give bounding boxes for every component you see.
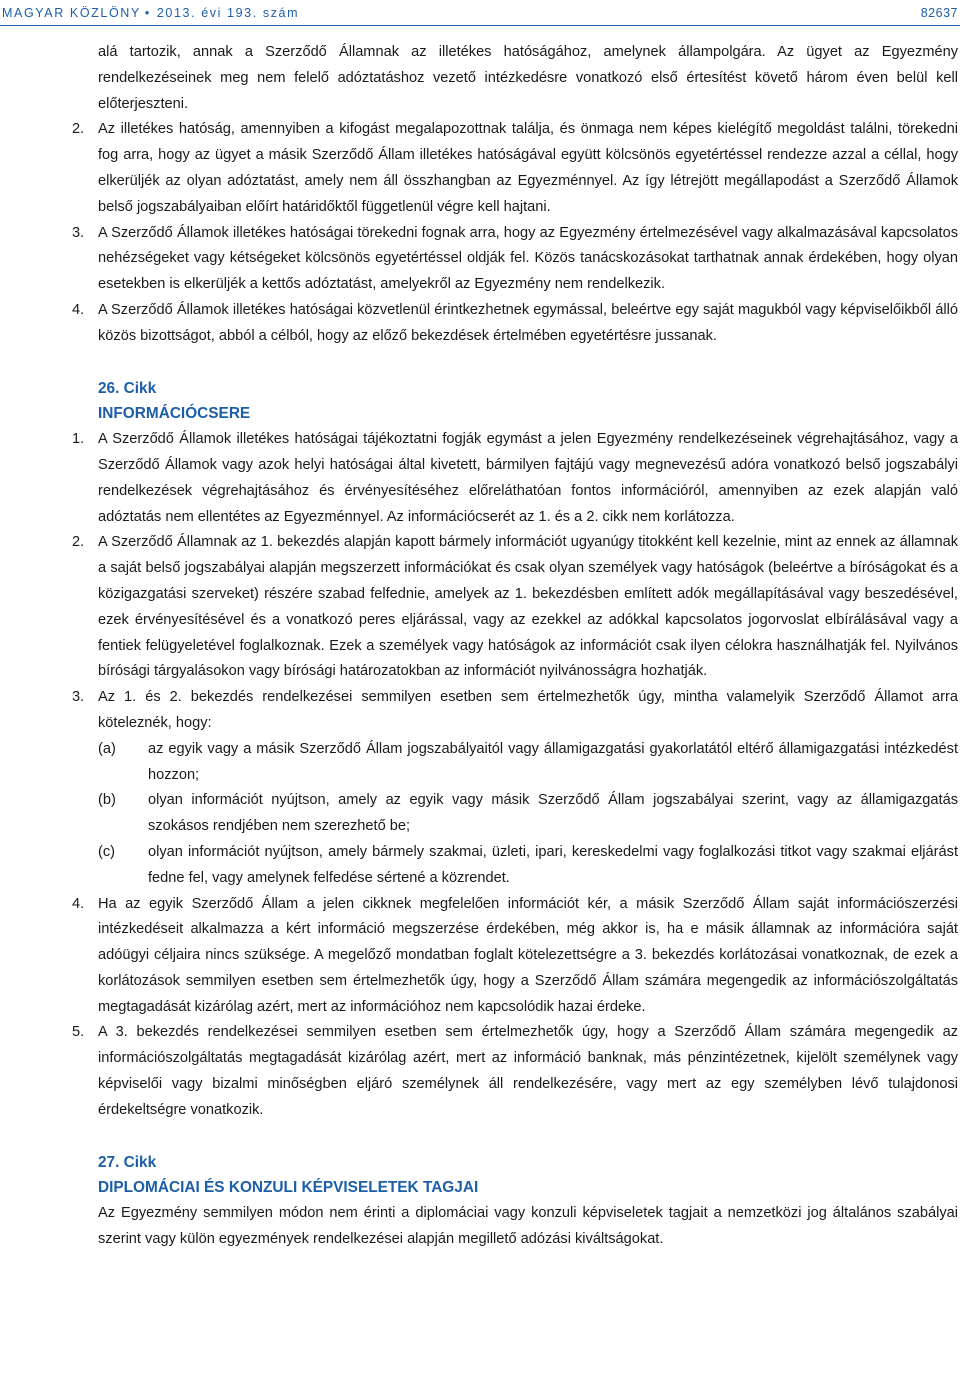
item-number: 2.: [72, 534, 85, 551]
item-number: 4.: [72, 895, 85, 912]
item-number: 1.: [72, 431, 85, 448]
item-number: 2.: [72, 121, 85, 138]
item-number: 3.: [72, 689, 85, 706]
spacer: [72, 350, 958, 376]
item-text: A Szerződő Államok illetékes hatóságai közvetlenül érintkezhetnek egymással, beleértve egy saját magukból vagy képviselőikből álló közös bizottságot, abból a célból, hogy az előző bekezdések értelmében egyetértésre jussanak.: [98, 301, 958, 344]
item-text: Ha az egyik Szerződő Állam a jelen cikknek megfelelően információt kér, a másik Szerződő Állam saját információszerzési intézkedéseit alkalmazza a kért információ megszerzése érdekében, még akkor is, ha e másik államnak az információra saját adóügyi céljaira nincs szüksége. A megelőző mondatban foglalt kötelezettségre a 3. bekezdés korlátozásai vonatkoznak, de ezek a korlátozások semmilyen esetben sem értelmezhetők úgy, hogy a Szerződő Állam számára megengedik az információszolgáltatás megtagadását kizárólag azért, mert az információhoz nem kapcsolódik hazai érdeke.: [98, 895, 958, 1015]
art26-item-3-sub-c: [72, 840, 958, 892]
header-divider: [0, 25, 960, 26]
item-text: Az 1. és 2. bekezdés rendelkezései semmilyen esetben sem értelmezhetők úgy, mintha valamelyik Szerződő Államot arra köteleznék, hogy:: [98, 689, 958, 731]
page-header: [0, 0, 960, 26]
art25-item-3: [72, 221, 958, 298]
art25-item-2: [72, 117, 958, 220]
art26-item-5: [72, 1020, 958, 1123]
art26-item-2: [72, 530, 958, 685]
item-text: A Szerződő Államok illetékes hatóságai törekedni fognak arra, hogy az Egyezmény értelmezésével vagy alkalmazásával kapcsolatos nehézségeket vagy kétségeket kölcsönös egyetértéssel oldják fel. Közös tanácskozásokat tarthatnak annak érdekében, hogy olyan esetekben is elkerüljék a kettős adóztatást, amelyekről az Egyezmény nem rendelkezik.: [98, 224, 958, 293]
intro-continuation: alá tartozik, annak a Szerződő Államnak az illetékes hatóságához, amelynek állampolgára. Az ügyet az Egyezmény rendelkezéseinek meg nem felelő adóztatáshoz vezető intézkedésre vonatkozó első értesítést követő három éven belül kell előterjeszteni.: [98, 44, 958, 112]
item-text: A Szerződő Államok illetékes hatóságai tájékoztatni fogják egymást a jelen Egyezmény rendelkezéseinek végrehajtásához, vagy a Szerződő Államok vagy azok helyi hatóságai által kivetett, bármilyen fajtájú vagy megnevezésű adóra vonatkozó belső jogszabályi rendelkezések végrehajtásához és érvényesítéséhez előreláthatóan fontos információról, amennyiben az ezek alapján való adóztatás nem ellentétes az Egyezménnyel. Az információcserét az 1. és a 2. cikk nem korlátozza.: [98, 431, 958, 525]
art26-item-3-sub-b: [72, 788, 958, 840]
item-text: Az illetékes hatóság, amennyiben a kifogást megalapozottnak találja, és önmaga nem képes kielégítő megoldást találni, törekedni fog arra, hogy az ügyet a másik Szerződő Állam illetékes hatóságával együtt kölcsönös egyetértéssel rendezze azzal a céllal, hogy elkerüljék az olyan adóztatást, amely nem áll összhangban az Egyezménnyel. Az így létrejött megállapodást a Szerződő Államok belső jogszabályaiban előírt határidőktől függetlenül végre kell hajtani.: [98, 121, 958, 215]
journal-name: MAGYAR KÖZLÖNY: [2, 6, 141, 20]
item-text: A 3. bekezdés rendelkezései semmilyen esetben sem értelmezhetők úgy, hogy a Szerződő Állam számára megengedik az információszolgáltatás megtagadását kizárólag azért, mert az információ banknak, más pénzintézetnek, kijelölt személynek vagy képviselői vagy bizalmi minőségben eljáró személynek áll rendelkezésére, vagy mert az egy személyben lévő tulajdonosi érdekeltségre vonatkozik.: [98, 1024, 958, 1118]
item-number: 4.: [72, 301, 85, 318]
sub-text: olyan információt nyújtson, amely az egyik vagy másik Szerződő Állam jogszabályai szerint, vagy az államigazgatás szokásos rendjében nem szerezhető be;: [148, 792, 958, 835]
sub-label: (b): [98, 792, 116, 809]
art25-item-4: [72, 298, 958, 350]
page-number: 82637: [920, 6, 958, 20]
item-text: A Szerződő Államnak az 1. bekezdés alapján kapott bármely információt ugyanúgy titokként kell kezelnie, mint az ennek az államnak a saját belső jogszabályai alapján megszerzett információkat és csak olyan személyek vagy hatóságok (beleértve a bíróságokat és a közigazgatási szerveket) részére szabad felfednie, amelyek az 1. bekezdésben említett adók megállapításával vagy beszedésével, ezek érvényesítésével és a vonatkozó peres eljárással, vagy az ezekkel az adókkal kapcsolatos jogorvoslat elbírálásával vagy a fentiek felügyeletével foglalkoznak. Ezek a személyek vagy hatóságok az információt csak ilyen célokra használhatják fel. Nyilvános bírósági tárgyalásokon vagy bírósági határozatokban az információt nyilvánosságra hozhatják.: [98, 534, 958, 680]
sub-text: olyan információt nyújtson, amely bármely szakmai, üzleti, ipari, kereskedelmi vagy foglalkozási titkot vagy szakmai eljárást fedne fel, vagy amelynek felfedése sértené a közrendet.: [148, 843, 958, 886]
spacer: [72, 1124, 958, 1150]
sub-label: (c): [98, 843, 116, 860]
article-26-number: 26. Cikk: [98, 379, 157, 397]
sub-label: (a): [98, 740, 116, 757]
art26-item-4: [72, 892, 958, 1021]
item-number: 5.: [72, 1024, 85, 1041]
art26-item-1: [72, 427, 958, 530]
article-27-number: 27. Cikk: [98, 1153, 157, 1171]
issue-label: 2013. évi 193. szám: [156, 6, 300, 20]
journal-issue-line: [2, 0, 299, 26]
article-26-title: INFORMÁCIÓCSERE: [98, 405, 251, 423]
sub-text: az egyik vagy a másik Szerződő Állam jogszabályaitól vagy államigazgatási gyakorlatától eltérő államigazgatási intézkedést hozzon;: [148, 740, 958, 783]
bullet-separator: •: [144, 6, 151, 20]
art26-item-3: [72, 685, 958, 737]
item-number: 3.: [72, 224, 85, 241]
document-body: [72, 40, 958, 1253]
art26-item-3-sub-a: [72, 737, 958, 789]
article-27-text: Az Egyezmény semmilyen módon nem érinti a diplomáciai vagy konzuli képviseletek tagjait a nemzetközi jog általános szabályai szerint vagy külön egyezmények rendelkezései alapján megillető adózási kiváltságokat.: [98, 1205, 958, 1248]
article-27-title: DIPLOMÁCIAI ÉS KONZULI KÉPVISELETEK TAGJAI: [98, 1179, 479, 1197]
